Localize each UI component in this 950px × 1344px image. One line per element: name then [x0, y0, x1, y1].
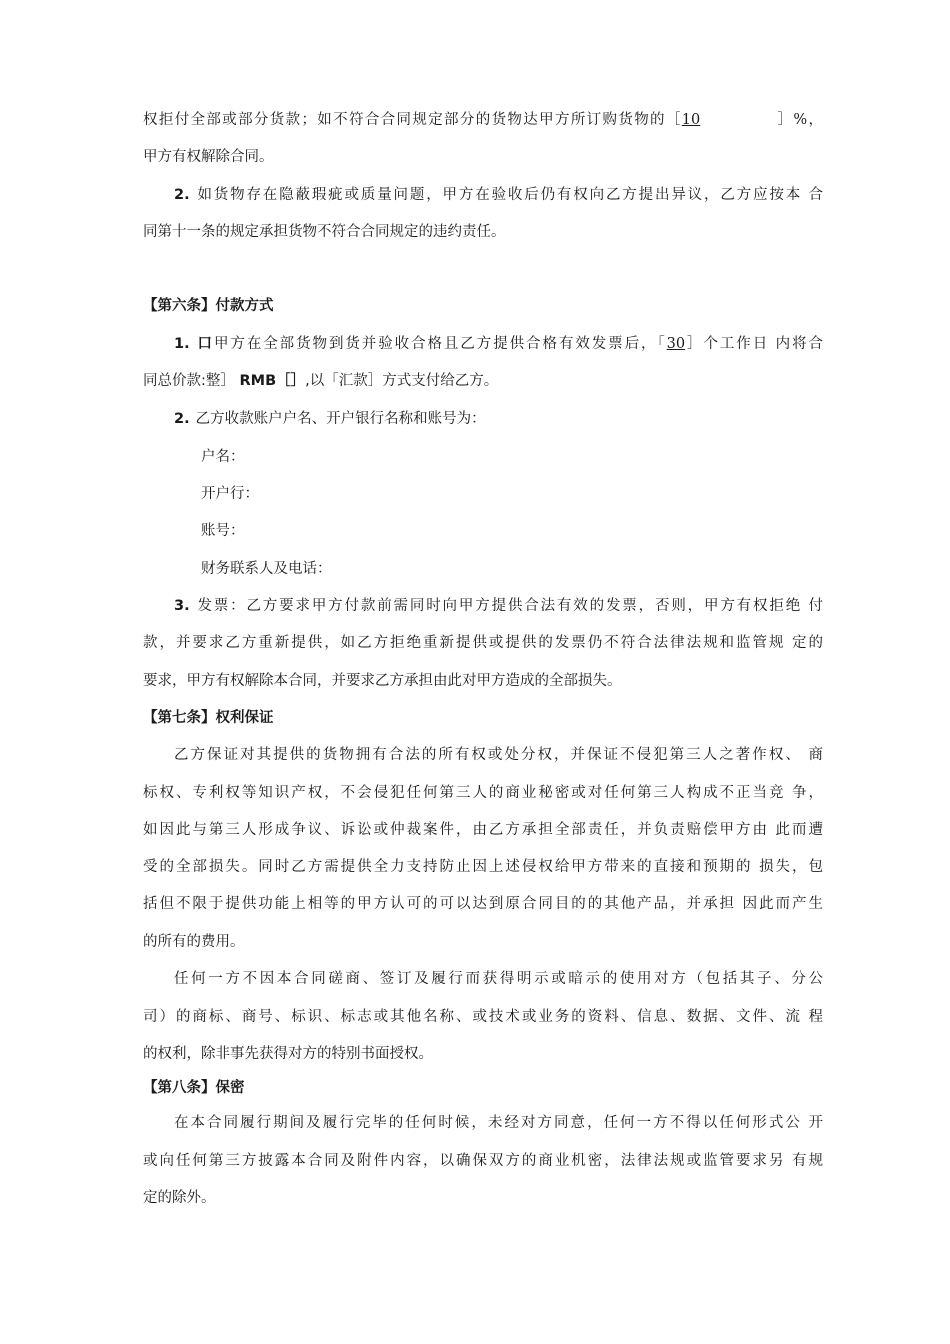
currency-rmb: RMB［］ [239, 373, 306, 389]
intro-text: 权拒付全部或部分货款；如不符合合同规定部分的货物达甲方所订购货物的 [143, 112, 666, 128]
s8-p1-line-3: 定的除外。 [143, 1190, 216, 1206]
section-7-heading: 【第七条】权利保证 [143, 710, 274, 726]
bracket-open: ［ [665, 112, 682, 128]
s6-item-3-line-1 [174, 596, 823, 616]
item-number: 3. [174, 598, 190, 614]
intro-item-2-line-1 [174, 185, 823, 205]
s7-p1-line-2: 标权、专利权等知识产权，不会侵犯任何第三人的商业秘密或对任何第三人构成不正当竞 争， [143, 785, 823, 801]
s7-p2-line-1: 任何一方不因本合同磋商、签订及履行而获得明示或暗示的使用对方（包括其子、分公 [174, 971, 823, 987]
intro-line-2: 甲方有权解除合同。 [143, 149, 274, 165]
item-number: 2. [174, 411, 190, 427]
item-text-tail: 个工作日 内将合 [703, 336, 824, 352]
item-text: 甲方在全部货物到货并验收合格且乙方提供合格有效发票后， [213, 336, 658, 352]
intro-line-1 [143, 110, 823, 130]
account-name-label: 户名： [201, 449, 245, 465]
s8-p1-line-1: 在本合同履行期间及履行完毕的任何时候，未经对方同意，任何一方不得以任何形式公 开 [174, 1115, 823, 1131]
s7-p1-line-4: 受的全部损失。同时乙方需提供全力支持防止因上述侵权给甲方带来的直接和预期的 损失，包 [143, 859, 823, 875]
item-text: 如货物存在隐蔽瑕疵或质量问题，甲方在验收后仍有权向乙方提出异议，乙方应按本 合 [195, 187, 823, 203]
bracket-close: ］%， [776, 112, 824, 128]
s7-p2-line-2: 司）的商标、商号、标识、标志或其他名称、或技术或业务的资料、信息、数据、文件、流 程 [143, 1009, 823, 1025]
s6-item-3-line-3: 要求，甲方有权解除本合同，并要求乙方承担由此对甲方造成的全部损失。 [143, 673, 622, 689]
s8-p1-line-2: 或向任何第三方披露本合同及附件内容，以确保双方的商业机密，法律法规或监管要求另 有规 [143, 1153, 823, 1169]
s7-p1-line-1: 乙方保证对其提供的货物拥有合法的所有权或处分权，并保证不侵犯第三人之著作权、 商 [174, 747, 823, 763]
s6-item-2 [174, 409, 823, 429]
s7-p1-line-3: 如因此与第三人形成争议、诉讼或仲裁案件，由乙方承担全部责任，并负责赔偿甲方由 此而遭 [143, 822, 823, 838]
section-8-heading: 【第八条】保密 [143, 1080, 245, 1096]
item-text: 发票：乙方要求甲方付款前需同时向甲方提供合法有效的发票，否则，甲方有权拒绝 付 [195, 598, 823, 614]
percent-value: 10 [681, 112, 701, 128]
s6-item-1-line-2 [143, 371, 823, 391]
bracket-close: ］ [685, 336, 704, 352]
item-number: 2. [174, 187, 190, 203]
item-number: 1. [174, 336, 190, 352]
s6-item-3-line-2: 款，并要求乙方重新提供，如乙方拒绝重新提供或提供的发票仍不符合法律法规和监管规 定的 [143, 635, 823, 651]
item-text: 乙方收款账户户名、开户银行名称和账号为： [195, 411, 486, 427]
price-label: 同总价款: [143, 373, 206, 389]
payment-method-text: ,以「汇款］方式支付给乙方。 [305, 373, 499, 389]
account-number-label: 账号： [201, 523, 245, 539]
s6-item-1-line-1 [174, 334, 823, 354]
s7-p1-line-6: 的所有的费用。 [143, 934, 245, 950]
price-unit: 整］ [205, 373, 235, 389]
s7-p2-line-3: 的权利，除非事先获得对方的特别书面授权。 [143, 1046, 433, 1062]
section-6-heading: 【第六条】付款方式 [143, 298, 274, 314]
finance-contact-label: 财务联系人及电话： [201, 561, 332, 577]
checkbox-glyph: 口 [195, 336, 214, 352]
intro-item-2-line-2: 同第十一条的规定承担货物不符合合同规定的违约责任。 [143, 224, 506, 240]
bracket-open: 「 [657, 336, 667, 352]
working-days-value: 30 [666, 336, 686, 352]
s7-p1-line-5: 括但不限于提供功能上相等的甲方认可的可以达到原合同目的的其他产品，并承担 因此而产生 [143, 896, 823, 912]
bank-label: 开户行： [201, 486, 259, 502]
